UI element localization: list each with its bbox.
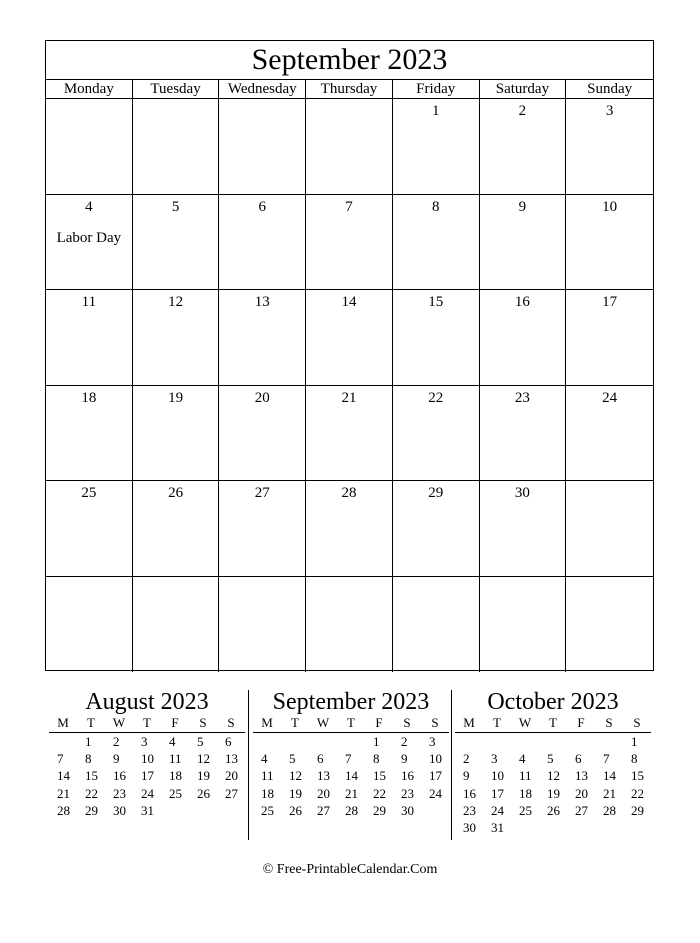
mini-day: 8	[631, 751, 638, 767]
mini-day: 21	[57, 785, 70, 801]
mini-day: 1	[373, 734, 380, 749]
mini-weekday: T	[493, 715, 501, 730]
mini-day: 27	[225, 785, 238, 801]
day-cell[interactable]	[306, 577, 393, 673]
day-cell[interactable]	[566, 195, 653, 291]
mini-day: 15	[631, 768, 644, 784]
day-cell[interactable]	[393, 195, 480, 291]
day-cell[interactable]	[133, 481, 220, 577]
mini-day: 5	[547, 751, 554, 767]
day-number: 10	[602, 198, 618, 215]
day-cell[interactable]	[46, 577, 133, 673]
day-cell[interactable]	[566, 386, 653, 482]
mini-day: 11	[169, 751, 182, 767]
mini-day: 3	[141, 734, 148, 749]
mini-day: 25	[169, 785, 182, 801]
mini-day: 17	[141, 768, 154, 784]
day-cell[interactable]	[133, 577, 220, 673]
mini-day: 17	[491, 785, 504, 801]
mini-day: 7	[57, 751, 64, 767]
mini-weekday: W	[112, 715, 126, 730]
day-cell[interactable]	[46, 195, 133, 291]
mini-weekday: S	[227, 715, 235, 730]
day-cell[interactable]	[306, 99, 393, 195]
weekday-header: Friday	[393, 80, 480, 99]
footer-credit: © Free-PrintableCalendar.Com	[262, 862, 438, 877]
day-number: 4	[85, 198, 93, 215]
mini-day: 23	[113, 785, 126, 801]
mini-day: 11	[261, 768, 274, 784]
mini-day: 2	[401, 734, 408, 749]
day-number: 11	[81, 294, 97, 310]
mini-day: 8	[85, 751, 92, 767]
mini-calendar-september	[253, 685, 449, 819]
day-cell[interactable]	[566, 290, 653, 386]
mini-day: 22	[631, 785, 644, 801]
mini-day: 20	[575, 785, 588, 801]
mini-day: 7	[603, 751, 610, 767]
mini-day: 3	[491, 751, 498, 767]
day-cell[interactable]	[480, 195, 567, 291]
mini-day: 16	[401, 768, 414, 784]
mini-day	[253, 733, 281, 750]
mini-day: 19	[197, 768, 210, 784]
mini-day: 1	[631, 734, 638, 749]
day-cell[interactable]	[133, 195, 220, 291]
weekday-header: Thursday	[306, 80, 393, 99]
mini-day	[595, 733, 623, 750]
mini-weekday: T	[347, 715, 355, 730]
mini-day: 3	[429, 734, 436, 749]
day-number: 5	[171, 198, 180, 215]
day-number: 21	[341, 389, 357, 406]
day-cell[interactable]	[480, 577, 567, 673]
day-cell[interactable]	[393, 577, 480, 673]
mini-day: 26	[547, 802, 560, 818]
day-cell[interactable]	[566, 99, 653, 195]
mini-divider	[451, 690, 452, 840]
mini-weekday: W	[316, 715, 330, 730]
mini-day: 26	[289, 802, 302, 818]
mini-day: 23	[401, 785, 414, 801]
mini-day: 21	[345, 785, 358, 801]
day-cell[interactable]	[133, 290, 220, 386]
calendar-title: September 2023	[46, 41, 653, 80]
mini-weekday-row	[455, 715, 651, 733]
mini-day: 31	[141, 802, 154, 818]
day-cell[interactable]	[480, 290, 567, 386]
weekday-header: Wednesday	[219, 80, 306, 99]
day-number: 28	[341, 485, 357, 501]
mini-day: 16	[463, 785, 476, 801]
day-number: 26	[168, 485, 184, 501]
mini-weekday: S	[199, 715, 207, 730]
mini-calendars	[45, 685, 654, 841]
day-cell[interactable]	[566, 577, 653, 673]
mini-days-grid	[49, 733, 245, 819]
day-number: 8	[431, 198, 440, 215]
day-number: 16	[514, 294, 530, 310]
mini-day: 1	[85, 734, 92, 749]
mini-day: 6	[575, 751, 582, 767]
mini-calendar-october	[455, 685, 651, 836]
mini-weekday-row	[49, 715, 245, 733]
day-cell[interactable]	[393, 99, 480, 195]
mini-day: 21	[603, 785, 616, 801]
weekday-header: Tuesday	[133, 80, 220, 99]
mini-day	[567, 733, 595, 750]
day-number: 25	[81, 485, 97, 501]
mini-day: 6	[225, 734, 232, 749]
day-number: 29	[428, 485, 444, 501]
mini-weekday: T	[143, 715, 151, 730]
mini-weekday: F	[577, 715, 585, 730]
day-cell[interactable]	[219, 386, 306, 482]
weekday-header: Saturday	[480, 80, 567, 99]
mini-day: 25	[519, 802, 532, 818]
weekday-header: Sunday	[566, 80, 653, 99]
day-number: 20	[254, 389, 270, 406]
mini-day: 14	[57, 768, 70, 784]
mini-day	[281, 733, 309, 750]
mini-weekday: F	[375, 715, 383, 730]
mini-day: 4	[261, 751, 268, 767]
mini-day: 4	[519, 751, 526, 767]
mini-day: 29	[85, 802, 98, 818]
mini-day: 29	[631, 802, 644, 818]
mini-day: 12	[289, 768, 302, 784]
day-number: 1	[431, 103, 440, 119]
day-number: 9	[518, 198, 527, 215]
mini-calendar-august	[49, 685, 245, 819]
day-cell[interactable]	[133, 99, 220, 195]
day-cell[interactable]	[393, 481, 480, 577]
mini-day: 7	[345, 751, 352, 767]
mini-day: 20	[317, 785, 330, 801]
day-number: 23	[514, 389, 530, 406]
day-number: 24	[602, 389, 618, 406]
mini-day: 9	[113, 751, 120, 767]
mini-day	[539, 733, 567, 750]
day-cell[interactable]	[219, 481, 306, 577]
day-number: 27	[254, 485, 270, 501]
day-number: 2	[518, 103, 527, 119]
mini-day: 12	[197, 751, 210, 767]
mini-day: 24	[429, 785, 442, 801]
day-cell[interactable]	[219, 99, 306, 195]
mini-weekday: M	[463, 715, 475, 730]
mini-day	[511, 733, 539, 750]
mini-calendar-title: October 2023	[487, 689, 619, 715]
mini-day: 30	[463, 819, 476, 835]
mini-day: 24	[141, 785, 154, 801]
mini-day: 28	[57, 802, 70, 818]
mini-day: 30	[401, 802, 414, 818]
day-cell[interactable]	[393, 386, 480, 482]
day-cell[interactable]	[46, 290, 133, 386]
mini-day: 22	[373, 785, 386, 801]
day-number: 18	[81, 389, 97, 406]
day-cell[interactable]	[480, 386, 567, 482]
day-cell[interactable]	[219, 290, 306, 386]
day-cell[interactable]	[306, 481, 393, 577]
mini-day: 27	[317, 802, 330, 818]
mini-day: 10	[141, 751, 154, 767]
mini-day: 15	[85, 768, 98, 784]
mini-day: 8	[373, 751, 380, 767]
mini-divider	[248, 690, 249, 840]
day-number: 22	[428, 389, 444, 406]
mini-day: 29	[373, 802, 386, 818]
mini-day: 10	[429, 751, 442, 767]
day-number: 30	[514, 485, 530, 501]
mini-day: 20	[225, 768, 238, 784]
day-cell[interactable]	[219, 195, 306, 291]
weekday-header: Monday	[46, 80, 133, 99]
mini-weekday: S	[633, 715, 641, 730]
day-cell[interactable]	[306, 290, 393, 386]
mini-day: 19	[547, 785, 560, 801]
mini-weekday-row	[253, 715, 449, 733]
mini-day: 18	[169, 768, 182, 784]
mini-day	[49, 733, 77, 750]
mini-calendar-title: August 2023	[85, 689, 209, 715]
day-number: 13	[254, 294, 270, 310]
mini-days-grid	[253, 733, 449, 819]
mini-day: 2	[463, 751, 470, 767]
day-cell[interactable]	[46, 386, 133, 482]
mini-weekday: S	[605, 715, 613, 730]
day-cell[interactable]	[306, 386, 393, 482]
mini-day: 5	[289, 751, 296, 767]
mini-weekday: T	[291, 715, 299, 730]
mini-day: 9	[401, 751, 408, 767]
day-cell[interactable]	[219, 577, 306, 673]
mini-day: 9	[463, 768, 470, 784]
mini-day: 13	[225, 751, 238, 767]
day-number: 15	[428, 294, 444, 310]
mini-weekday: S	[431, 715, 439, 730]
mini-day: 18	[261, 785, 274, 801]
mini-day	[483, 733, 511, 750]
mini-day: 10	[491, 768, 504, 784]
day-number: 7	[345, 198, 353, 215]
holiday-label: Labor Day	[56, 229, 122, 246]
day-cell[interactable]	[480, 99, 567, 195]
mini-calendar-title: September 2023	[272, 689, 430, 715]
mini-weekday: M	[57, 715, 69, 730]
mini-day: 25	[261, 802, 274, 818]
mini-day: 28	[603, 802, 616, 818]
mini-day: 5	[197, 734, 204, 749]
mini-day: 14	[603, 768, 616, 784]
mini-day	[309, 733, 337, 750]
day-number: 6	[258, 198, 267, 215]
day-number: 3	[605, 103, 614, 119]
mini-day: 30	[113, 802, 126, 818]
mini-day: 2	[113, 734, 120, 749]
mini-day: 13	[575, 768, 588, 784]
mini-day: 4	[169, 734, 176, 749]
mini-day: 27	[575, 802, 588, 818]
day-cell[interactable]	[480, 481, 567, 577]
mini-weekday: S	[403, 715, 411, 730]
day-cell[interactable]	[306, 195, 393, 291]
mini-day: 24	[491, 802, 504, 818]
day-cell[interactable]	[393, 290, 480, 386]
main-calendar	[45, 40, 654, 671]
day-cell[interactable]	[46, 481, 133, 577]
day-number: 12	[168, 294, 184, 310]
mini-weekday: T	[87, 715, 95, 730]
mini-day: 26	[197, 785, 210, 801]
mini-day: 6	[317, 751, 324, 767]
mini-weekday: W	[518, 715, 532, 730]
mini-day: 11	[519, 768, 532, 784]
day-number: 19	[168, 389, 184, 406]
mini-day: 14	[345, 768, 358, 784]
mini-day: 31	[491, 819, 504, 835]
calendar-grid	[46, 80, 653, 672]
mini-day: 28	[345, 802, 358, 818]
mini-day: 15	[373, 768, 386, 784]
mini-day: 12	[547, 768, 560, 784]
mini-weekday: F	[171, 715, 179, 730]
mini-day: 13	[317, 768, 330, 784]
mini-day	[455, 733, 483, 750]
day-cell[interactable]	[133, 386, 220, 482]
day-number: 17	[602, 294, 618, 310]
day-number: 14	[341, 294, 357, 310]
mini-day: 23	[463, 802, 476, 818]
mini-day: 18	[519, 785, 532, 801]
day-cell[interactable]	[46, 99, 133, 195]
mini-weekday: M	[261, 715, 273, 730]
mini-days-grid	[455, 733, 651, 836]
mini-day: 17	[429, 768, 442, 784]
mini-day: 19	[289, 785, 302, 801]
mini-weekday: T	[549, 715, 557, 730]
mini-day: 16	[113, 768, 126, 784]
day-cell[interactable]	[566, 481, 653, 577]
mini-day	[337, 733, 365, 750]
mini-day: 22	[85, 785, 98, 801]
